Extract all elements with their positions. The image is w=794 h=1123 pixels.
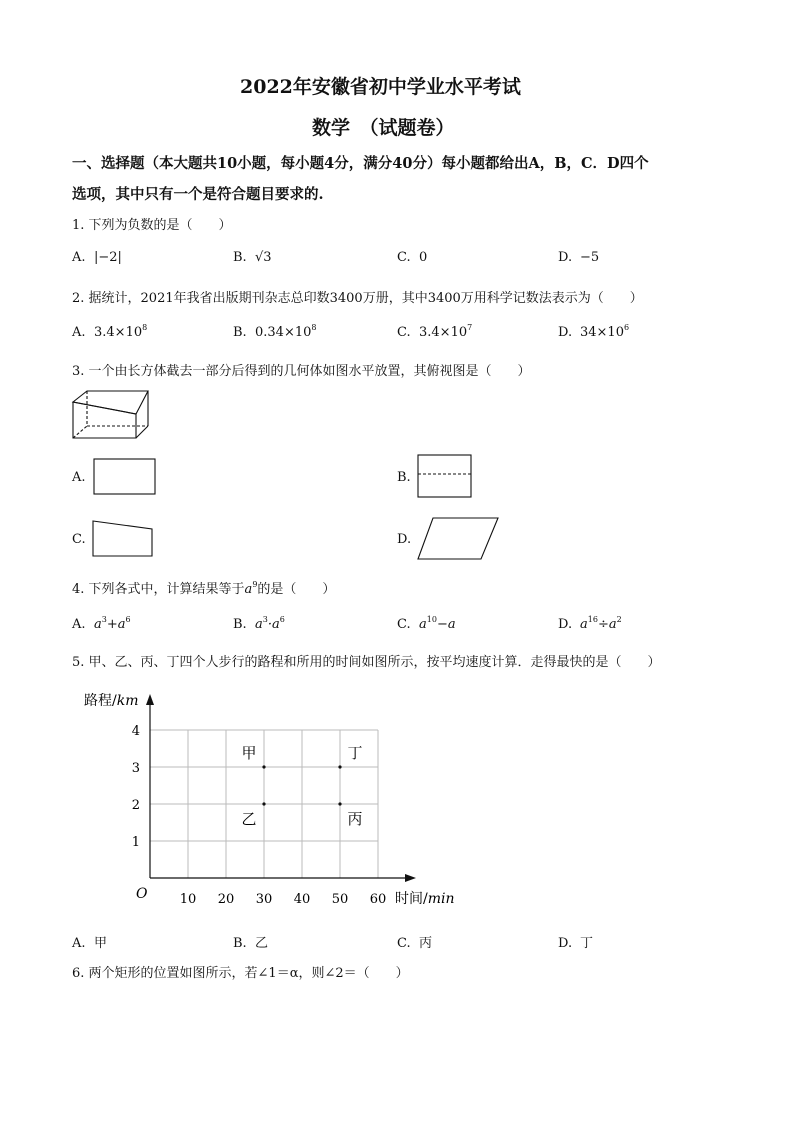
q4-option-d (558, 615, 622, 632)
chart-axes (146, 694, 416, 882)
exponent: 6 (623, 323, 630, 332)
exponent: 6 (279, 615, 285, 624)
q5-stem: 5. 甲、乙、丙、丁四个人步行的路程和所用的时间如图所示，按平均速度计算．走得最快的是（ ） (72, 655, 661, 670)
option-text: 34×10 (580, 325, 624, 340)
q4-stem-text: 4. 下列各式中，计算结果等于 (72, 582, 245, 597)
q2-option-d (558, 323, 629, 340)
exponent: 8 (311, 323, 317, 332)
option-text: 丁 (580, 936, 594, 951)
q2-option-a (72, 323, 147, 340)
y-axis-label (84, 693, 138, 709)
q3-option-c-label: C. (72, 532, 86, 547)
q2-stem: 2. 据统计，2021年我省出版期刊杂志总印数3400万册，其中3400万用科学记数法表示为（ ） (72, 291, 643, 306)
q5-option-b (233, 932, 268, 951)
q1-option-c (397, 250, 427, 265)
x-tick-label: 10 (179, 892, 197, 907)
section-heading-line2: 选项，其中只有一个是符合题目要求的. (72, 186, 324, 203)
q1-option-a (72, 250, 122, 265)
option-text: 3.4×10 (94, 325, 143, 340)
option-letter: C. (397, 325, 411, 340)
exponent: 10 (426, 615, 437, 624)
q3-option-a-label: A. (72, 470, 86, 485)
option-text: −5 (580, 250, 600, 265)
option-text: 3.4×10 (419, 325, 468, 340)
operator-term: ·a (267, 617, 280, 632)
page-title: 2022年安徽省初中学业水平考试 (240, 76, 521, 98)
y-axis-arrow (146, 694, 154, 705)
q4-option-a (72, 615, 131, 632)
q1-option-b (233, 250, 272, 265)
exponent: 9 (252, 580, 258, 589)
exponent: 16 (587, 615, 598, 624)
exponent: 8 (142, 323, 148, 332)
option-letter: A. (72, 250, 86, 265)
q5-distance-time-chart (70, 683, 470, 913)
data-point-label: 丁 (347, 744, 363, 762)
q3-solid-figure (70, 388, 152, 442)
data-point-label: 乙 (241, 810, 257, 828)
q4-stem (72, 578, 335, 597)
x-tick-label: 20 (217, 892, 235, 907)
y-tick-label: 4 (131, 724, 140, 739)
variable: a (255, 617, 263, 632)
option-letter: C. (397, 936, 411, 951)
q1-option-d (558, 250, 599, 265)
option-text: 乙 (255, 936, 269, 951)
x-tick-label: 60 (369, 892, 387, 907)
data-point (338, 802, 341, 805)
exponent: 7 (467, 323, 473, 332)
q3-option-a-figure (92, 457, 158, 497)
option-letter: B. (233, 936, 247, 951)
option-text: |−2| (94, 250, 122, 265)
q5-option-c (397, 932, 432, 951)
y-tick-label: 3 (131, 761, 140, 776)
x-axis-arrow (405, 874, 416, 882)
option-letter: A. (72, 936, 86, 951)
y-tick-label: 2 (131, 798, 140, 813)
data-point (262, 765, 265, 768)
q2-option-b (233, 323, 316, 340)
y-axis-label-unit: km (116, 693, 139, 709)
data-point (262, 802, 265, 805)
q5-option-a (72, 932, 107, 951)
option-letter: C. (397, 250, 411, 265)
variable: a (94, 617, 102, 632)
data-point-label: 丙 (347, 810, 363, 828)
option-letter: D. (558, 936, 573, 951)
q3-option-b-figure (416, 453, 474, 500)
q3-option-d-label: D. (397, 532, 412, 547)
q6-stem: 6. 两个矩形的位置如图所示，若∠1＝α，则∠2＝（ ） (72, 966, 409, 981)
option-text: 0.34×10 (255, 325, 312, 340)
q5-option-d (558, 932, 593, 951)
operator-term: ÷a (597, 617, 617, 632)
option-letter: C. (397, 617, 411, 632)
q4-stem-text-end: 的是（ ） (257, 582, 336, 597)
option-letter: A. (72, 325, 86, 340)
operator-term: +a (106, 617, 126, 632)
q4-option-c (397, 615, 456, 632)
option-letter: A. (72, 617, 86, 632)
y-axis-label-text: 路程/ (84, 693, 117, 709)
exponent: 2 (616, 615, 622, 624)
q3-option-d-figure (416, 516, 500, 562)
operator-term: −a (436, 617, 456, 632)
q4-option-b (233, 615, 285, 632)
option-letter: D. (558, 617, 573, 632)
option-letter: B. (233, 250, 247, 265)
data-point-label: 甲 (241, 744, 257, 762)
x-tick-label: 40 (293, 892, 311, 907)
variable: a (580, 617, 588, 632)
data-point (338, 765, 341, 768)
q1-stem: 1. 下列为负数的是（ ） (72, 218, 232, 233)
option-letter: D. (558, 250, 573, 265)
section-heading-line1: 一、选择题（本大题共10小题，每小题4分，满分40分）每小题都给出A，B，C．D四个 (72, 155, 649, 172)
option-letter: B. (233, 617, 247, 632)
x-axis-label (395, 891, 455, 907)
q3-option-c-figure (91, 519, 155, 559)
x-axis-label-text: 时间/ (395, 891, 428, 907)
variable: a (244, 582, 253, 597)
option-text: 0 (419, 250, 428, 265)
option-text: √3 (255, 250, 272, 265)
x-axis-label-unit: min (427, 891, 455, 907)
exponent: 3 (262, 615, 268, 624)
q3-option-b-label: B. (397, 470, 411, 485)
option-letter: B. (233, 325, 247, 340)
q2-option-c (397, 323, 472, 340)
y-tick-label: 1 (131, 835, 140, 850)
variable: a (419, 617, 427, 632)
x-tick-label: 50 (331, 892, 349, 907)
origin-label: O (136, 886, 148, 902)
q3-stem: 3. 一个由长方体截去一部分后得到的几何体如图水平放置，其俯视图是（ ） (72, 364, 531, 379)
exponent: 3 (101, 615, 107, 624)
x-tick-label: 30 (255, 892, 273, 907)
page-subtitle: 数学 （试题卷） (312, 117, 455, 139)
option-text: 甲 (94, 936, 108, 951)
exponent: 6 (125, 615, 131, 624)
option-text: 丙 (419, 936, 433, 951)
option-letter: D. (558, 325, 573, 340)
